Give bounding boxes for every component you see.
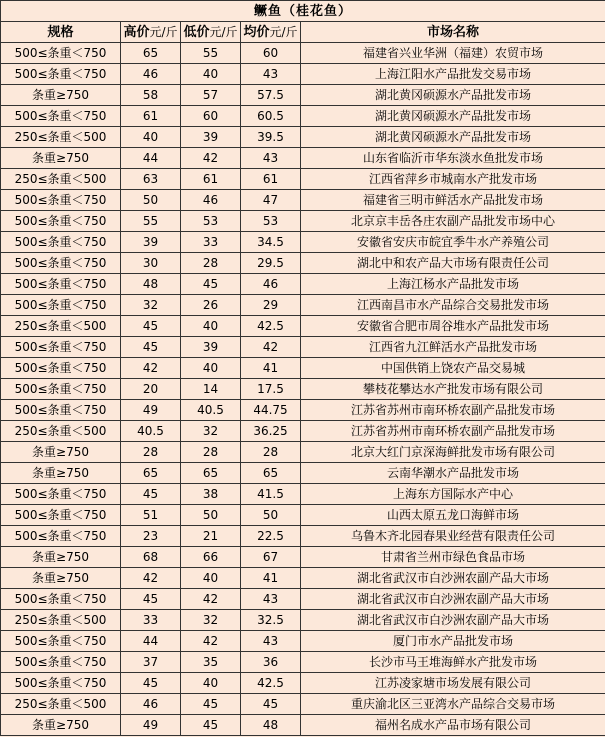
cell-spec: 500≤条重＜750 [1, 673, 121, 694]
cell-market: 重庆渝北区三亚湾水产品综合交易市场 [301, 694, 605, 715]
cell-high: 49 [121, 715, 181, 736]
cell-low: 32 [181, 421, 241, 442]
cell-market: 乌鲁木齐北园春果业经营有限责任公司 [301, 526, 605, 547]
cell-market: 福建省兴业华洲（福建）农贸市场 [301, 43, 605, 64]
cell-market: 江苏凌家塘市场发展有限公司 [301, 673, 605, 694]
header-high-unit: 元/斤 [149, 24, 178, 39]
cell-market: 北京京丰岳各庄农副产品批发市场中心 [301, 211, 605, 232]
cell-market: 湖北省武汉市白沙洲农副产品大市场 [301, 589, 605, 610]
header-high [121, 22, 181, 43]
table-row [1, 589, 605, 610]
header-avg-unit: 元/斤 [269, 24, 298, 39]
table-row [1, 463, 605, 484]
table-row [1, 400, 605, 421]
cell-low: 45 [181, 694, 241, 715]
cell-high: 45 [121, 673, 181, 694]
cell-avg: 61 [241, 169, 301, 190]
cell-avg: 53 [241, 211, 301, 232]
cell-spec: 500≤条重＜750 [1, 190, 121, 211]
cell-spec: 500≤条重＜750 [1, 589, 121, 610]
cell-spec: 250≤条重＜500 [1, 316, 121, 337]
table-row [1, 64, 605, 85]
cell-avg: 65 [241, 463, 301, 484]
cell-spec: 500≤条重＜750 [1, 64, 121, 85]
table-title: 鳜鱼（桂花鱼） [1, 1, 605, 22]
header-high-label: 高价 [123, 24, 150, 40]
cell-high: 30 [121, 253, 181, 274]
cell-high: 42 [121, 358, 181, 379]
cell-market: 湖北黄冈硕源水产品批发市场 [301, 127, 605, 148]
cell-spec: 500≤条重＜750 [1, 337, 121, 358]
table-row [1, 505, 605, 526]
cell-low: 45 [181, 274, 241, 295]
cell-market: 攀枝花攀达水产批发市场有限公司 [301, 379, 605, 400]
cell-spec: 条重≥750 [1, 85, 121, 106]
table-row [1, 169, 605, 190]
header-avg-label: 均价 [243, 24, 270, 40]
cell-spec: 500≤条重＜750 [1, 358, 121, 379]
cell-low: 57 [181, 85, 241, 106]
table-row [1, 484, 605, 505]
header-avg [241, 22, 301, 43]
cell-market: 江苏省苏州市南环桥农副产品批发市场 [301, 400, 605, 421]
table-row [1, 694, 605, 715]
table-row [1, 715, 605, 736]
cell-high: 68 [121, 547, 181, 568]
cell-spec: 500≤条重＜750 [1, 43, 121, 64]
cell-avg: 28 [241, 442, 301, 463]
cell-avg: 29.5 [241, 253, 301, 274]
cell-high: 55 [121, 211, 181, 232]
table-row [1, 652, 605, 673]
cell-low: 26 [181, 295, 241, 316]
table-row [1, 253, 605, 274]
cell-avg: 34.5 [241, 232, 301, 253]
cell-high: 58 [121, 85, 181, 106]
cell-high: 65 [121, 463, 181, 484]
cell-high: 28 [121, 442, 181, 463]
table-row [1, 127, 605, 148]
cell-low: 50 [181, 505, 241, 526]
cell-avg: 41 [241, 568, 301, 589]
cell-high: 33 [121, 610, 181, 631]
cell-high: 49 [121, 400, 181, 421]
cell-avg: 45 [241, 694, 301, 715]
cell-spec: 500≤条重＜750 [1, 484, 121, 505]
cell-market: 湖北中和农产品大市场有限责任公司 [301, 253, 605, 274]
cell-avg: 48 [241, 715, 301, 736]
cell-low: 42 [181, 631, 241, 652]
table-row [1, 190, 605, 211]
header-low-label: 低价 [183, 24, 210, 40]
cell-avg: 42.5 [241, 673, 301, 694]
cell-high: 20 [121, 379, 181, 400]
cell-high: 45 [121, 337, 181, 358]
cell-avg: 41 [241, 358, 301, 379]
cell-low: 33 [181, 232, 241, 253]
cell-low: 39 [181, 337, 241, 358]
table-row [1, 631, 605, 652]
cell-spec: 条重≥750 [1, 463, 121, 484]
cell-avg: 29 [241, 295, 301, 316]
cell-market: 湖北省武汉市白沙洲农副产品大市场 [301, 610, 605, 631]
cell-avg: 46 [241, 274, 301, 295]
cell-avg: 57.5 [241, 85, 301, 106]
table-row [1, 442, 605, 463]
cell-low: 60 [181, 106, 241, 127]
cell-spec: 500≤条重＜750 [1, 211, 121, 232]
cell-spec: 条重≥750 [1, 715, 121, 736]
cell-avg: 43 [241, 64, 301, 85]
cell-spec: 500≤条重＜750 [1, 274, 121, 295]
cell-low: 40 [181, 568, 241, 589]
cell-low: 32 [181, 610, 241, 631]
cell-low: 55 [181, 43, 241, 64]
cell-high: 32 [121, 295, 181, 316]
table-row [1, 232, 605, 253]
cell-avg: 50 [241, 505, 301, 526]
cell-high: 40 [121, 127, 181, 148]
cell-low: 42 [181, 148, 241, 169]
table-row [1, 274, 605, 295]
cell-market: 北京大红门京深海鲜批发市场有限公司 [301, 442, 605, 463]
cell-avg: 36 [241, 652, 301, 673]
cell-market: 山西太原五龙口海鲜市场 [301, 505, 605, 526]
cell-low: 40 [181, 358, 241, 379]
table-row [1, 379, 605, 400]
cell-market: 厦门市水产品批发市场 [301, 631, 605, 652]
cell-market: 江西南昌市水产品综合交易批发市场 [301, 295, 605, 316]
cell-market: 上海东方国际水产中心 [301, 484, 605, 505]
cell-low: 66 [181, 547, 241, 568]
cell-low: 40 [181, 64, 241, 85]
cell-low: 28 [181, 442, 241, 463]
cell-market: 江苏省苏州市南环桥农副产品批发市场 [301, 421, 605, 442]
cell-spec: 250≤条重＜500 [1, 421, 121, 442]
cell-avg: 67 [241, 547, 301, 568]
cell-high: 44 [121, 148, 181, 169]
cell-market: 湖北省武汉市白沙洲农副产品大市场 [301, 568, 605, 589]
cell-avg: 32.5 [241, 610, 301, 631]
table-row [1, 148, 605, 169]
cell-spec: 条重≥750 [1, 442, 121, 463]
cell-avg: 43 [241, 631, 301, 652]
cell-spec: 条重≥750 [1, 148, 121, 169]
cell-low: 38 [181, 484, 241, 505]
table-row [1, 295, 605, 316]
cell-high: 45 [121, 484, 181, 505]
cell-low: 65 [181, 463, 241, 484]
cell-market: 山东省临沂市华东淡水鱼批发市场 [301, 148, 605, 169]
cell-high: 39 [121, 232, 181, 253]
cell-avg: 41.5 [241, 484, 301, 505]
cell-avg: 43 [241, 589, 301, 610]
cell-low: 61 [181, 169, 241, 190]
cell-spec: 500≤条重＜750 [1, 295, 121, 316]
cell-low: 45 [181, 715, 241, 736]
table-row [1, 211, 605, 232]
cell-high: 61 [121, 106, 181, 127]
cell-low: 39 [181, 127, 241, 148]
header-row [1, 22, 605, 43]
table-body [1, 43, 605, 736]
cell-high: 23 [121, 526, 181, 547]
cell-spec: 500≤条重＜750 [1, 106, 121, 127]
cell-avg: 17.5 [241, 379, 301, 400]
cell-spec: 500≤条重＜750 [1, 253, 121, 274]
cell-high: 63 [121, 169, 181, 190]
table-row [1, 106, 605, 127]
cell-market: 安徽省合肥市周谷堆水产品批发市场 [301, 316, 605, 337]
cell-high: 40.5 [121, 421, 181, 442]
table-row [1, 316, 605, 337]
cell-market: 云南华潮水产品批发市场 [301, 463, 605, 484]
cell-high: 51 [121, 505, 181, 526]
cell-low: 35 [181, 652, 241, 673]
cell-avg: 44.75 [241, 400, 301, 421]
cell-spec: 500≤条重＜750 [1, 400, 121, 421]
cell-spec: 500≤条重＜750 [1, 631, 121, 652]
cell-spec: 500≤条重＜750 [1, 379, 121, 400]
cell-market: 上海江阳水产品批发交易市场 [301, 64, 605, 85]
cell-high: 50 [121, 190, 181, 211]
cell-spec: 250≤条重＜500 [1, 694, 121, 715]
cell-avg: 22.5 [241, 526, 301, 547]
cell-high: 46 [121, 694, 181, 715]
cell-low: 28 [181, 253, 241, 274]
cell-spec: 250≤条重＜500 [1, 169, 121, 190]
table-row [1, 358, 605, 379]
cell-spec: 500≤条重＜750 [1, 505, 121, 526]
cell-high: 46 [121, 64, 181, 85]
cell-low: 40.5 [181, 400, 241, 421]
cell-high: 44 [121, 631, 181, 652]
cell-low: 42 [181, 589, 241, 610]
cell-avg: 60 [241, 43, 301, 64]
cell-market: 福州名成水产品市场有限公司 [301, 715, 605, 736]
cell-market: 中国供销上饶农产品交易城 [301, 358, 605, 379]
cell-high: 48 [121, 274, 181, 295]
cell-market: 长沙市马王堆海鲜水产批发市场 [301, 652, 605, 673]
cell-market: 安徽省安庆市皖宜季牛水产养殖公司 [301, 232, 605, 253]
table-row [1, 526, 605, 547]
cell-low: 46 [181, 190, 241, 211]
cell-low: 40 [181, 673, 241, 694]
cell-high: 42 [121, 568, 181, 589]
cell-low: 53 [181, 211, 241, 232]
cell-spec: 500≤条重＜750 [1, 526, 121, 547]
header-low-unit: 元/斤 [209, 24, 238, 39]
cell-high: 45 [121, 316, 181, 337]
cell-avg: 42.5 [241, 316, 301, 337]
cell-market: 上海江杨水产品批发市场 [301, 274, 605, 295]
table-row [1, 85, 605, 106]
cell-spec: 500≤条重＜750 [1, 652, 121, 673]
cell-low: 14 [181, 379, 241, 400]
cell-low: 40 [181, 316, 241, 337]
cell-market: 甘肃省兰州市绿色食品市场 [301, 547, 605, 568]
cell-spec: 500≤条重＜750 [1, 232, 121, 253]
table-row [1, 43, 605, 64]
cell-spec: 条重≥750 [1, 547, 121, 568]
header-spec: 规格 [1, 22, 121, 43]
cell-spec: 条重≥750 [1, 568, 121, 589]
table-row [1, 421, 605, 442]
cell-high: 37 [121, 652, 181, 673]
table-row [1, 610, 605, 631]
cell-avg: 47 [241, 190, 301, 211]
cell-avg: 39.5 [241, 127, 301, 148]
cell-avg: 36.25 [241, 421, 301, 442]
cell-market: 湖北黄冈硕源水产品批发市场 [301, 85, 605, 106]
cell-market: 福建省三明市鲜活水产品批发市场 [301, 190, 605, 211]
cell-market: 江西省萍乡市城南水产批发市场 [301, 169, 605, 190]
header-market: 市场名称 [301, 22, 605, 43]
cell-avg: 43 [241, 148, 301, 169]
title-row [1, 1, 605, 22]
cell-avg: 42 [241, 337, 301, 358]
table-row [1, 337, 605, 358]
cell-spec: 250≤条重＜500 [1, 127, 121, 148]
table-row [1, 568, 605, 589]
cell-avg: 60.5 [241, 106, 301, 127]
table-row [1, 547, 605, 568]
cell-high: 45 [121, 589, 181, 610]
cell-low: 21 [181, 526, 241, 547]
cell-market: 江西省九江鲜活水产品批发市场 [301, 337, 605, 358]
cell-spec: 250≤条重＜500 [1, 610, 121, 631]
cell-market: 湖北黄冈硕源水产品批发市场 [301, 106, 605, 127]
header-low [181, 22, 241, 43]
cell-high: 65 [121, 43, 181, 64]
table-row [1, 673, 605, 694]
